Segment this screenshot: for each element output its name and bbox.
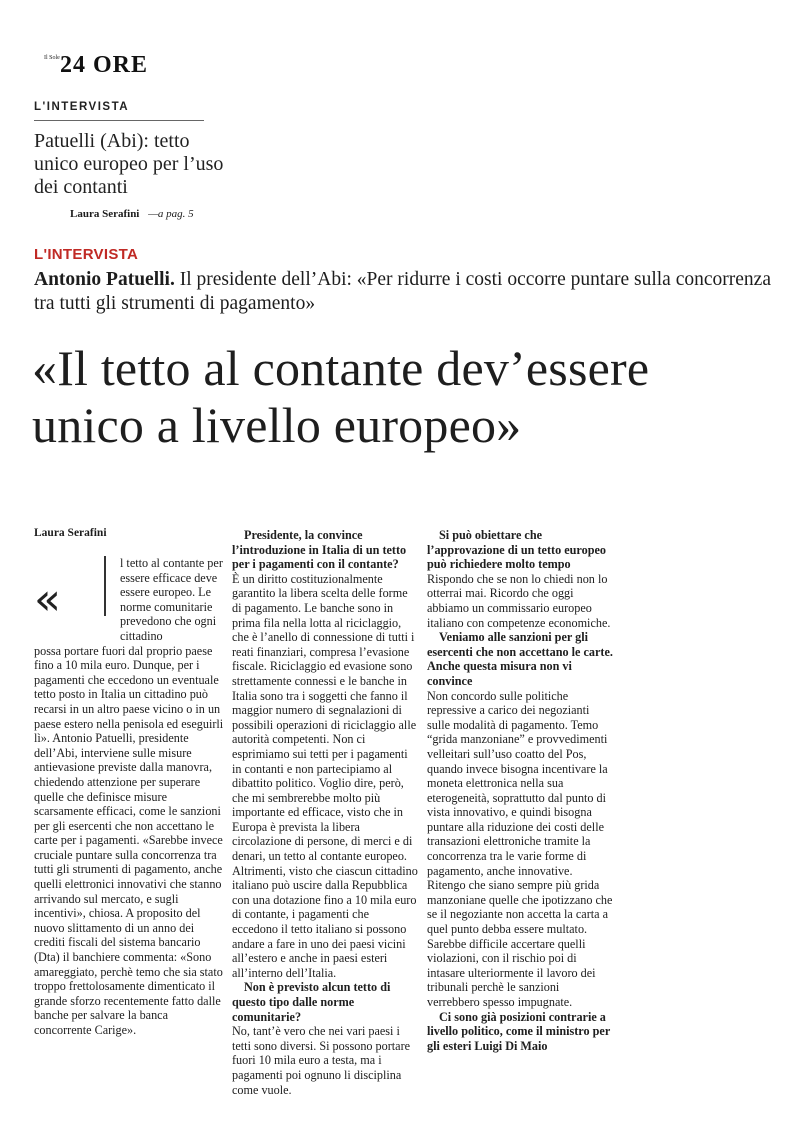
question-4: Veniamo alle sanzioni per gli esercenti che non accettano le carte. Anche questa misura non vi convince xyxy=(427,630,613,688)
article-column-2 xyxy=(232,528,418,1097)
drop-bar xyxy=(104,556,106,616)
question-3: Si può obiettare che l’approvazione di un tetto europeo può richiedere molto tempo xyxy=(427,528,606,572)
summary-section-label: L'INTERVISTA xyxy=(34,101,130,113)
summary-page-ref: —a pag. 5 xyxy=(148,208,194,220)
answer-2: No, tant’è vero che nei vari paesi i tetti sono diversi. Si possono portare fuori 10 mila euro a testa, ma i pagamenti poi ognuno li disciplina come vuole. xyxy=(232,1024,411,1097)
kicker-text: Il presidente dell’Abi: «Per ridurre i costi occorre puntare sulla concorrenza tra tutti gli strumenti di pagamento» xyxy=(34,269,771,314)
answer-4: Non concordo sulle politiche repressive a carico dei negozianti sulle modalità di pagamento. Temo “grida manzoniane” e provvedimenti velleitari sull’uso coatto del Pos, quando invece bisogna incentivare la moneta elettronica nella sua eterogeneità, soprattutto dal punto di vista innovativo, e quindi bisogna puntare alla riduzione dei costi delle transazioni elettroniche tramite la concorrenza tra le varie forme di pagamento, anche innovative. Ritengo che siano sempre più grida manzoniane quelle che ipotizzano che se il negoziante non accetta la carta a quel punto debba essere multato. Sarebbe difficile accertare quelli violazioni, con il rischio poi di intasare ulteriormente il lavoro dei tribunali perchè le sanzioni verrebbero spesso impugnate. xyxy=(427,688,613,1009)
drop-quote-mark: « xyxy=(34,574,61,625)
article-column-3 xyxy=(427,528,613,1053)
section-label: L'INTERVISTA xyxy=(34,246,139,263)
summary-author: Laura Serafini xyxy=(70,208,140,220)
question-5: Ci sono già posizioni contrarie a livello politico, come il ministro per gli esteri Luigi Di Maio xyxy=(427,1009,611,1053)
headline: «Il tetto al contante dev’essere unico a livello europeo» xyxy=(32,340,650,453)
question-2: Non è previsto alcun tetto di questo tipo dalle norme comunitarie? xyxy=(232,980,391,1024)
article-byline: Laura Serafini xyxy=(34,527,107,539)
answer-3: Rispondo che se non lo chiedi non lo otterrai mai. Ricordo che oggi abbiamo un commissario europeo italiano con competenze economiche. xyxy=(427,571,611,630)
kicker xyxy=(34,268,774,316)
question-1: Presidente, la convince l’introduzione in Italia di un tetto per i pagamenti con il contante? xyxy=(232,528,407,572)
answer-1: È un diritto costituzionalmente garantito la libera scelta delle forme di pagamento. Le banche sono in prima fila nella lotta al riciclaggio, che è l’anello di connessione di tutti i reati finanziari, compresa l’evasione fiscale. Riciclaggio ed evasione sono strettamente connessi e le banche in Italia sono tra i soggetti che fanno il maggior numero di segnalazioni di possibili operazioni di riciclaggio alle autorità competenti. Non ci esprimiamo sui tetti per i pagamenti in contanti e non partecipiamo al dibattito politico. Voglio dire, però, che mi sembrerebbe molto più importante ed efficace, visto che in Europa è prevista la libera circolazione di persone, di merci e di denari, un tetto al contante europeo. Altrimenti, visto che ciascun cittadino italiano può uscire dalla Repubblica con una dotazione fino a 10 mila euro di contante, i pagamenti che eccedono il tetto italiano si possono andare a fare in uno dei paesi vicini all’estero e anche in paesi esteri all’interno dell’Italia. xyxy=(232,571,418,980)
masthead-small: Il Sole xyxy=(44,55,60,61)
article-column-1 xyxy=(34,556,224,1038)
kicker-name: Antonio Patuelli. xyxy=(34,269,175,290)
summary-byline xyxy=(70,208,194,220)
lead-paragraph: l tetto al contante per essere efficace deve essere europeo. Le norme comunitarie prevedono che ogni cittadino xyxy=(120,556,223,643)
masthead-title: 24 ORE xyxy=(60,52,149,78)
summary-divider xyxy=(34,120,204,121)
body-paragraph: possa portare fuori dal proprio paese fino a 10 mila euro. Dunque, per i pagamenti che eccedono un eventuale tetto posto in Italia un cittadino può recarsi in un altro paese vicino o in un paese estero nella penisola ed eseguirli lì». Antonio Patuelli, presidente dell’Abi, interviene sulle misure antievasione previste dalla manovra, chiedendo attenzione per superare quelle che definisce misure scarsamente efficaci, come le sanzioni per gli esercenti che non accettano le carte per i pagamenti. «Sarebbe invece cruciale puntare sulla concorrenza tra tutti gli strumenti di pagamento, anche quelli elettronici innovativi che stanno arrivando sul mercato, e sugli incentivi», chiosa. A proposito del nuovo slittamento di un anno dei crediti fiscali del sistema bancario (Dta) il banchiere commenta: «Sono amareggiato, perchè temo che sia stato troppo frettolosamente dimenticato il grande sforzo recentemente fatto dalle banche per salvare la banca concorrente Carige». xyxy=(34,643,224,1037)
summary-title: Patuelli (Abi): tetto unico europeo per l’uso dei contanti xyxy=(34,130,224,198)
